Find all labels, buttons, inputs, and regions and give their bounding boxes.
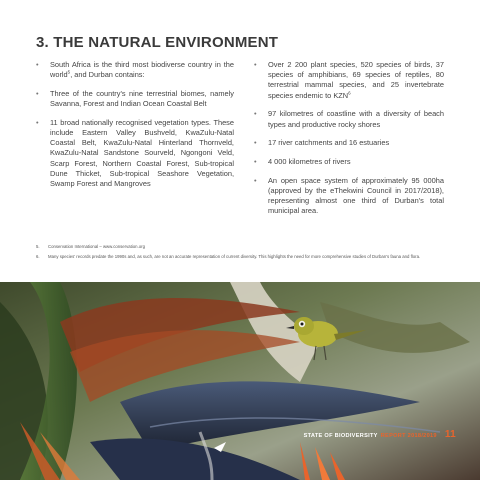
list-item xyxy=(254,138,444,148)
bird-of-paradise-photo xyxy=(0,282,480,480)
list-item xyxy=(254,60,444,101)
left-bullet-list xyxy=(36,60,234,189)
bullet-icon: • xyxy=(36,60,39,69)
bullet-icon: • xyxy=(254,60,257,69)
footnote-ref: 6 xyxy=(348,90,351,96)
list-item xyxy=(254,176,444,217)
list-item-text-tail: , and Durban contains: xyxy=(70,70,145,80)
bullet-icon: • xyxy=(254,109,257,119)
list-item xyxy=(254,109,444,129)
right-column xyxy=(254,60,444,225)
list-item xyxy=(36,60,234,80)
footnote-ref: 5 xyxy=(67,69,71,75)
list-item xyxy=(254,157,444,167)
page-footer xyxy=(304,429,456,440)
list-item xyxy=(36,89,234,109)
bullet-icon: • xyxy=(254,138,257,148)
report-label: STATE OF BIODIVERSITY xyxy=(303,433,378,439)
bullet-icon: • xyxy=(254,156,257,166)
footnote xyxy=(36,254,446,260)
footnote-text: Conservation International – www.conservation.org xyxy=(48,244,145,249)
list-item-text: Over 2 200 plant species, 520 species of birds, 37 species of amphibians, 69 species of reptiles, 80 terrestrial mammal species, and 25 invertebrate species endemic to KZN xyxy=(268,60,444,100)
footnote xyxy=(36,244,446,250)
section-title: 3. THE NATURAL ENVIRONMENT xyxy=(36,34,279,51)
bullet-icon: • xyxy=(36,117,39,127)
list-item-text: 4 000 kilometres of rivers xyxy=(268,156,351,166)
footnotes xyxy=(36,244,446,264)
page-number: 11 xyxy=(444,429,456,440)
right-bullet-list xyxy=(254,60,444,216)
footnote-number: 5. xyxy=(36,244,40,249)
footnote-text: Many species' records predate the 1990s and, as such, are not an accurate representation of current diversity. This highlights the need for more comprehensive studies of Durban's fauna and flora. xyxy=(48,254,421,259)
list-item-text: 97 kilometres of coastline with a diversity of beach types and productive rocky shores xyxy=(268,109,444,129)
list-item-text: Three of the country's nine terrestrial biomes, namely Savanna, Forest and Indian Ocean Coastal Belt xyxy=(50,88,234,109)
footnote-number: 6. xyxy=(36,254,40,259)
bullet-icon: • xyxy=(254,175,257,185)
list-item-text: 11 broad nationally recognised vegetation types. These include Eastern Valley Bushveld, KwaZulu-Natal Coastal Belt, KwaZulu-Natal Hinterland Thornveld, KwaZulu-Natal Sandstone Sourveld, Ngongoni Veld, Scarp Forest, Northern Coastal Forest, Sub-tropical Dune Thicket, Sub-tropical Seashore Vegetation, Swamp Forest and Mangroves xyxy=(50,117,234,189)
list-item-text: 17 river catchments and 16 estuaries xyxy=(268,138,390,148)
list-item xyxy=(36,118,234,189)
report-label-accent: REPORT 2018/2019 xyxy=(380,433,437,439)
left-column xyxy=(36,60,234,198)
list-item-text: An open space system of approximately 95 000ha (approved by the eThekwini Council in 2017/2018), representing almost one third of Durban's total municipal area. xyxy=(268,175,444,216)
list-item-text: South Africa is the third most biodiverse country in the world xyxy=(50,60,234,80)
bullet-icon: • xyxy=(36,88,39,98)
